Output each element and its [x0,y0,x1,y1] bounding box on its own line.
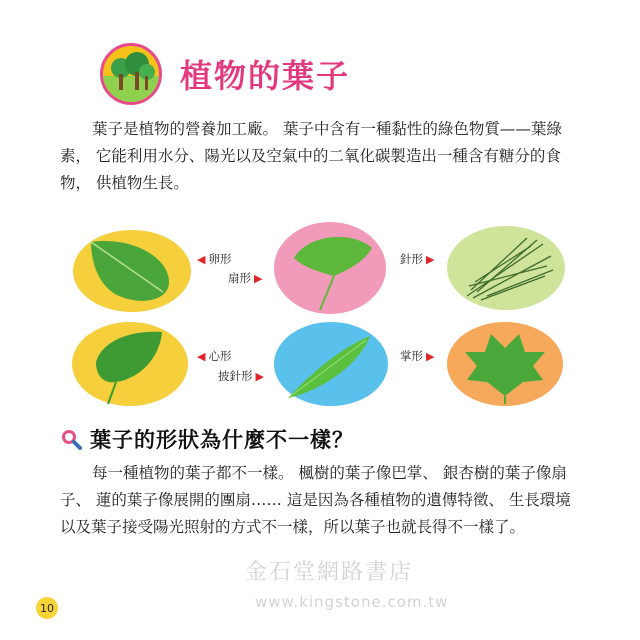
body-paragraph: 每一種植物的葉子都不一樣。 楓樹的葉子像巴掌、 銀杏樹的葉子像扇子、 蓮的葉子像展開的團扇…… 這是因為各種植物的遺傳特徵、 生長環境以及葉子接受陽光照射的方式不一樣，所以葉子也就長得不一樣了。 [60,464,571,536]
arrow-right-icon: ▶ [426,349,435,363]
label-lanceolate: 披針形 ▶ [218,369,264,383]
page-title: 植物的葉子 [180,57,351,95]
title-block [100,42,350,106]
arrow-left-icon: ◀ [197,252,206,266]
watermark-text: 金石堂網路書店 [245,560,414,585]
ovate-leaf-image [73,230,191,312]
section-header [60,424,354,454]
arrow-right-icon: ▶ [254,271,263,285]
heart-leaf-image [72,322,188,406]
label-palmate: 掌形 ▶ [400,349,435,363]
magnifier-icon [60,428,82,450]
label-needle: 針形 ▶ [400,252,435,266]
palmate-leaf-image [447,322,563,406]
arrow-right-icon: ▶ [426,252,435,266]
page-number: 10 [36,597,58,619]
intro-paragraph: 葉子是植物的營養加工廠。 葉子中含有一種黏性的綠色物質——葉綠素， 它能利用水分、陽光以及空氣中的二氧化碳製造出一種含有糖分的食物， 供植物生長。 [60,120,562,192]
needle-leaf-image [447,226,565,310]
label-heart: ◀ 心形 [197,349,232,363]
fan-leaf-image [274,222,386,314]
label-fan: 扇形 ▶ [228,271,263,285]
trees-icon [100,43,162,105]
arrow-right-icon: ▶ [255,369,264,383]
lanceolate-leaf-image [274,322,388,406]
label-ovate: ◀ 卵形 [197,252,232,266]
watermark-url: www.kingstone.com.tw [255,593,449,611]
section-heading: 葉子的形狀為什麼不一樣？ [90,428,354,452]
arrow-left-icon: ◀ [197,349,206,363]
